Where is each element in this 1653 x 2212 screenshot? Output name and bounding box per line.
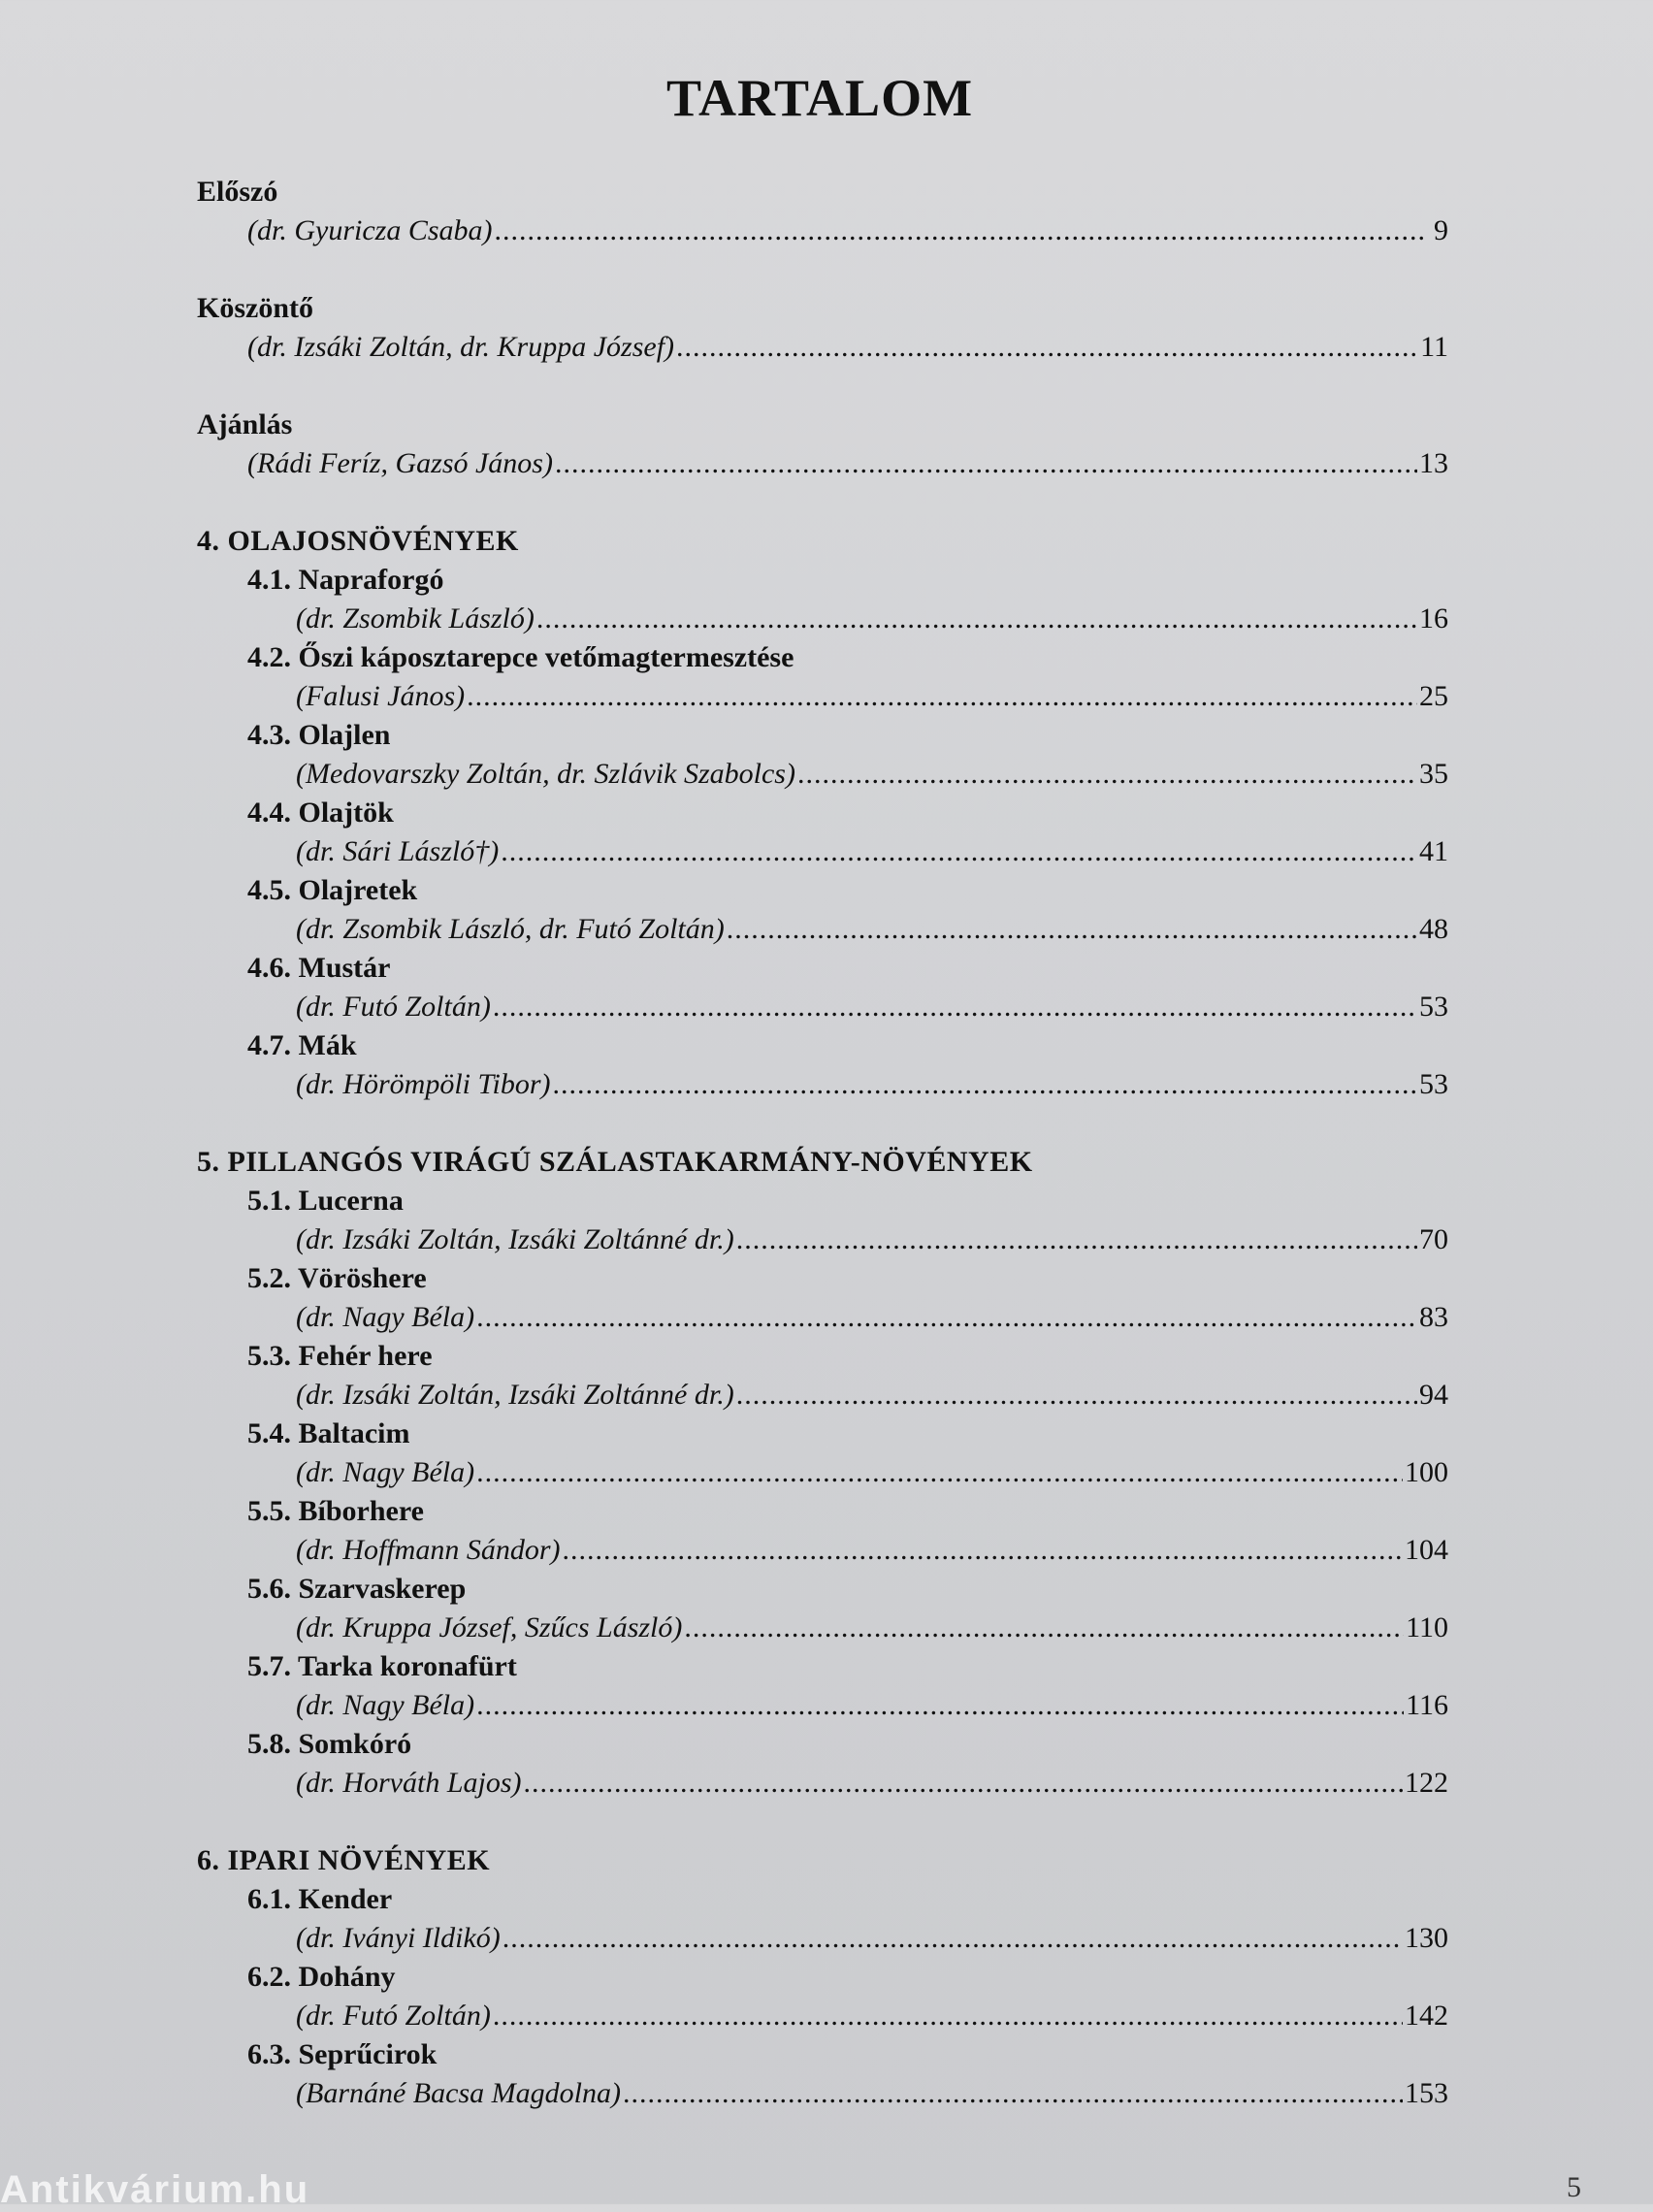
dot-leader — [495, 211, 1428, 250]
subsection-title: 6.2. Dohány — [247, 1961, 396, 1993]
entry-page: 110 — [1406, 1611, 1448, 1643]
dot-leader — [736, 1376, 1417, 1415]
subsection-title: 5.7. Tarka koronafürt — [247, 1650, 517, 1682]
entry-authors: (dr. Zsombik László, dr. Futó Zoltán) — [296, 913, 725, 945]
entry-page: 116 — [1406, 1689, 1448, 1721]
entry-page: 48 — [1419, 913, 1448, 945]
entry-page: 70 — [1419, 1223, 1448, 1255]
entry-authors: (dr. Izsáki Zoltán, dr. Kruppa József) — [247, 331, 675, 363]
toc-entry — [197, 328, 1448, 367]
toc-entry — [197, 1065, 1448, 1104]
entry-authors: (dr. Hörömpöli Tibor) — [296, 1068, 551, 1100]
entry-authors: (dr. Futó Zoltán) — [296, 2000, 491, 2032]
entry-authors: (dr. Horváth Lajos) — [296, 1767, 522, 1799]
toc-entry — [197, 1764, 1448, 1803]
entry-authors: (dr. Izsáki Zoltán, Izsáki Zoltánné dr.) — [296, 1223, 734, 1255]
entry-page: 35 — [1419, 758, 1448, 790]
toc-entry — [197, 677, 1448, 716]
toc-entry — [197, 1376, 1448, 1415]
dot-leader — [493, 1997, 1403, 2035]
subsection-title: 5.8. Somkóró — [247, 1728, 412, 1760]
dot-leader — [797, 755, 1417, 794]
entry-page: 9 — [1434, 214, 1448, 246]
entry-page: 153 — [1405, 2077, 1448, 2109]
watermark: Antikvárium.hu — [0, 2168, 310, 2211]
dot-leader — [684, 1609, 1404, 1647]
entry-authors: (dr. Sári László†) — [296, 835, 500, 867]
front-heading: Köszöntő — [197, 292, 313, 324]
chapter-heading: 4. OLAJOSNÖVÉNYEK — [197, 525, 519, 557]
toc-entry — [197, 2074, 1448, 2113]
front-heading: Előszó — [197, 176, 278, 208]
toc-entry — [197, 1220, 1448, 1259]
toc-entry — [197, 755, 1448, 794]
toc-entry — [197, 1453, 1448, 1492]
entry-page: 41 — [1419, 835, 1448, 867]
subsection-title: 4.3. Olajlen — [247, 719, 391, 751]
entry-authors: (Medovarszky Zoltán, dr. Szlávik Szabolcs) — [296, 758, 795, 790]
entry-page: 83 — [1419, 1301, 1448, 1333]
subsection-title: 4.7. Mák — [247, 1029, 357, 1061]
dot-leader — [536, 600, 1417, 638]
entry-page: 16 — [1419, 602, 1448, 634]
dot-leader — [502, 1919, 1403, 1958]
subsection-title: 6.3. Seprűcirok — [247, 2038, 438, 2070]
entry-page: 13 — [1419, 447, 1448, 479]
page-number: 5 — [1567, 2171, 1581, 2203]
dot-leader — [493, 988, 1417, 1026]
entry-authors: (Rádi Feríz, Gazsó János) — [247, 447, 553, 479]
entry-page: 100 — [1405, 1456, 1448, 1488]
toc-entry — [197, 988, 1448, 1026]
page-title: TARTALOM — [665, 69, 974, 127]
toc-entry — [197, 444, 1448, 483]
chapter-6 — [197, 1841, 1448, 2113]
table-of-contents — [197, 173, 1448, 2113]
dot-leader — [563, 1531, 1403, 1570]
subsection-title: 4.5. Olajretek — [247, 874, 418, 906]
subsection-title: 5.1. Lucerna — [247, 1185, 404, 1217]
toc-entry — [197, 211, 1448, 250]
toc-entry — [197, 600, 1448, 638]
dot-leader — [736, 1220, 1417, 1259]
subsection-title: 4.4. Olajtök — [247, 797, 394, 829]
entry-authors: (dr. Nagy Béla) — [296, 1301, 475, 1333]
subsection-title: 5.4. Baltacim — [247, 1417, 410, 1449]
entry-authors: (dr. Izsáki Zoltán, Izsáki Zoltánné dr.) — [296, 1379, 734, 1411]
toc-entry — [197, 1686, 1448, 1725]
dot-leader — [501, 832, 1417, 871]
subsection-title: 5.5. Bíborhere — [247, 1495, 424, 1527]
dot-leader — [727, 910, 1417, 949]
entry-authors: (dr. Nagy Béla) — [296, 1456, 475, 1488]
entry-page: 25 — [1419, 680, 1448, 712]
entry-authors: (dr. Gyuricza Csaba) — [247, 214, 493, 246]
chapter-5 — [197, 1143, 1448, 1803]
front-item-greeting — [197, 289, 1448, 367]
front-heading: Ajánlás — [197, 408, 293, 440]
entry-page: 122 — [1405, 1767, 1448, 1799]
entry-authors: (dr. Futó Zoltán) — [296, 991, 491, 1023]
subsection-title: 4.2. Őszi káposztarepce vetőmagtermesztése — [247, 641, 794, 673]
toc-entry — [197, 1919, 1448, 1958]
front-item-foreword — [197, 173, 1448, 250]
toc-entry — [197, 1997, 1448, 2035]
dot-leader — [555, 444, 1417, 483]
subsection-title: 5.6. Szarvaskerep — [247, 1573, 467, 1605]
dot-leader — [676, 328, 1418, 367]
entry-authors: (Falusi János) — [296, 680, 466, 712]
front-item-recommendation — [197, 406, 1448, 483]
entry-authors: (dr. Iványi Ildikó) — [296, 1922, 501, 1954]
entry-authors: (dr. Hoffmann Sándor) — [296, 1534, 561, 1566]
entry-page: 142 — [1405, 2000, 1448, 2032]
subsection-title: 5.2. Vöröshere — [247, 1262, 427, 1294]
entry-authors: (Barnáné Bacsa Magdolna) — [296, 2077, 621, 2109]
dot-leader — [524, 1764, 1403, 1803]
toc-entry — [197, 832, 1448, 871]
subsection-title: 4.1. Napraforgó — [247, 564, 444, 596]
entry-page: 104 — [1405, 1534, 1448, 1566]
toc-entry — [197, 1531, 1448, 1570]
entry-page: 94 — [1419, 1379, 1448, 1411]
subsection-title: 4.6. Mustár — [247, 952, 391, 984]
subsection-title: 5.3. Fehér here — [247, 1340, 433, 1372]
dot-leader — [476, 1453, 1403, 1492]
entry-page: 53 — [1419, 1068, 1448, 1100]
toc-entry — [197, 1298, 1448, 1337]
chapter-heading: 5. PILLANGÓS VIRÁGÚ SZÁLASTAKARMÁNY-NÖVÉNYEK — [197, 1146, 1033, 1178]
dot-leader — [476, 1298, 1417, 1337]
chapter-4 — [197, 522, 1448, 1104]
dot-leader — [467, 677, 1417, 716]
dot-leader — [476, 1686, 1404, 1725]
entry-page: 53 — [1419, 991, 1448, 1023]
entry-authors: (dr. Zsombik László) — [296, 602, 535, 634]
entry-page: 11 — [1420, 331, 1448, 363]
subsection-title: 6.1. Kender — [247, 1883, 393, 1915]
dot-leader — [553, 1065, 1417, 1104]
toc-entry — [197, 1609, 1448, 1647]
entry-authors: (dr. Kruppa József, Szűcs László) — [296, 1611, 683, 1643]
entry-page: 130 — [1405, 1922, 1448, 1954]
entry-authors: (dr. Nagy Béla) — [296, 1689, 475, 1721]
chapter-heading: 6. IPARI NÖVÉNYEK — [197, 1844, 491, 1876]
dot-leader — [623, 2074, 1403, 2113]
toc-entry — [197, 910, 1448, 949]
